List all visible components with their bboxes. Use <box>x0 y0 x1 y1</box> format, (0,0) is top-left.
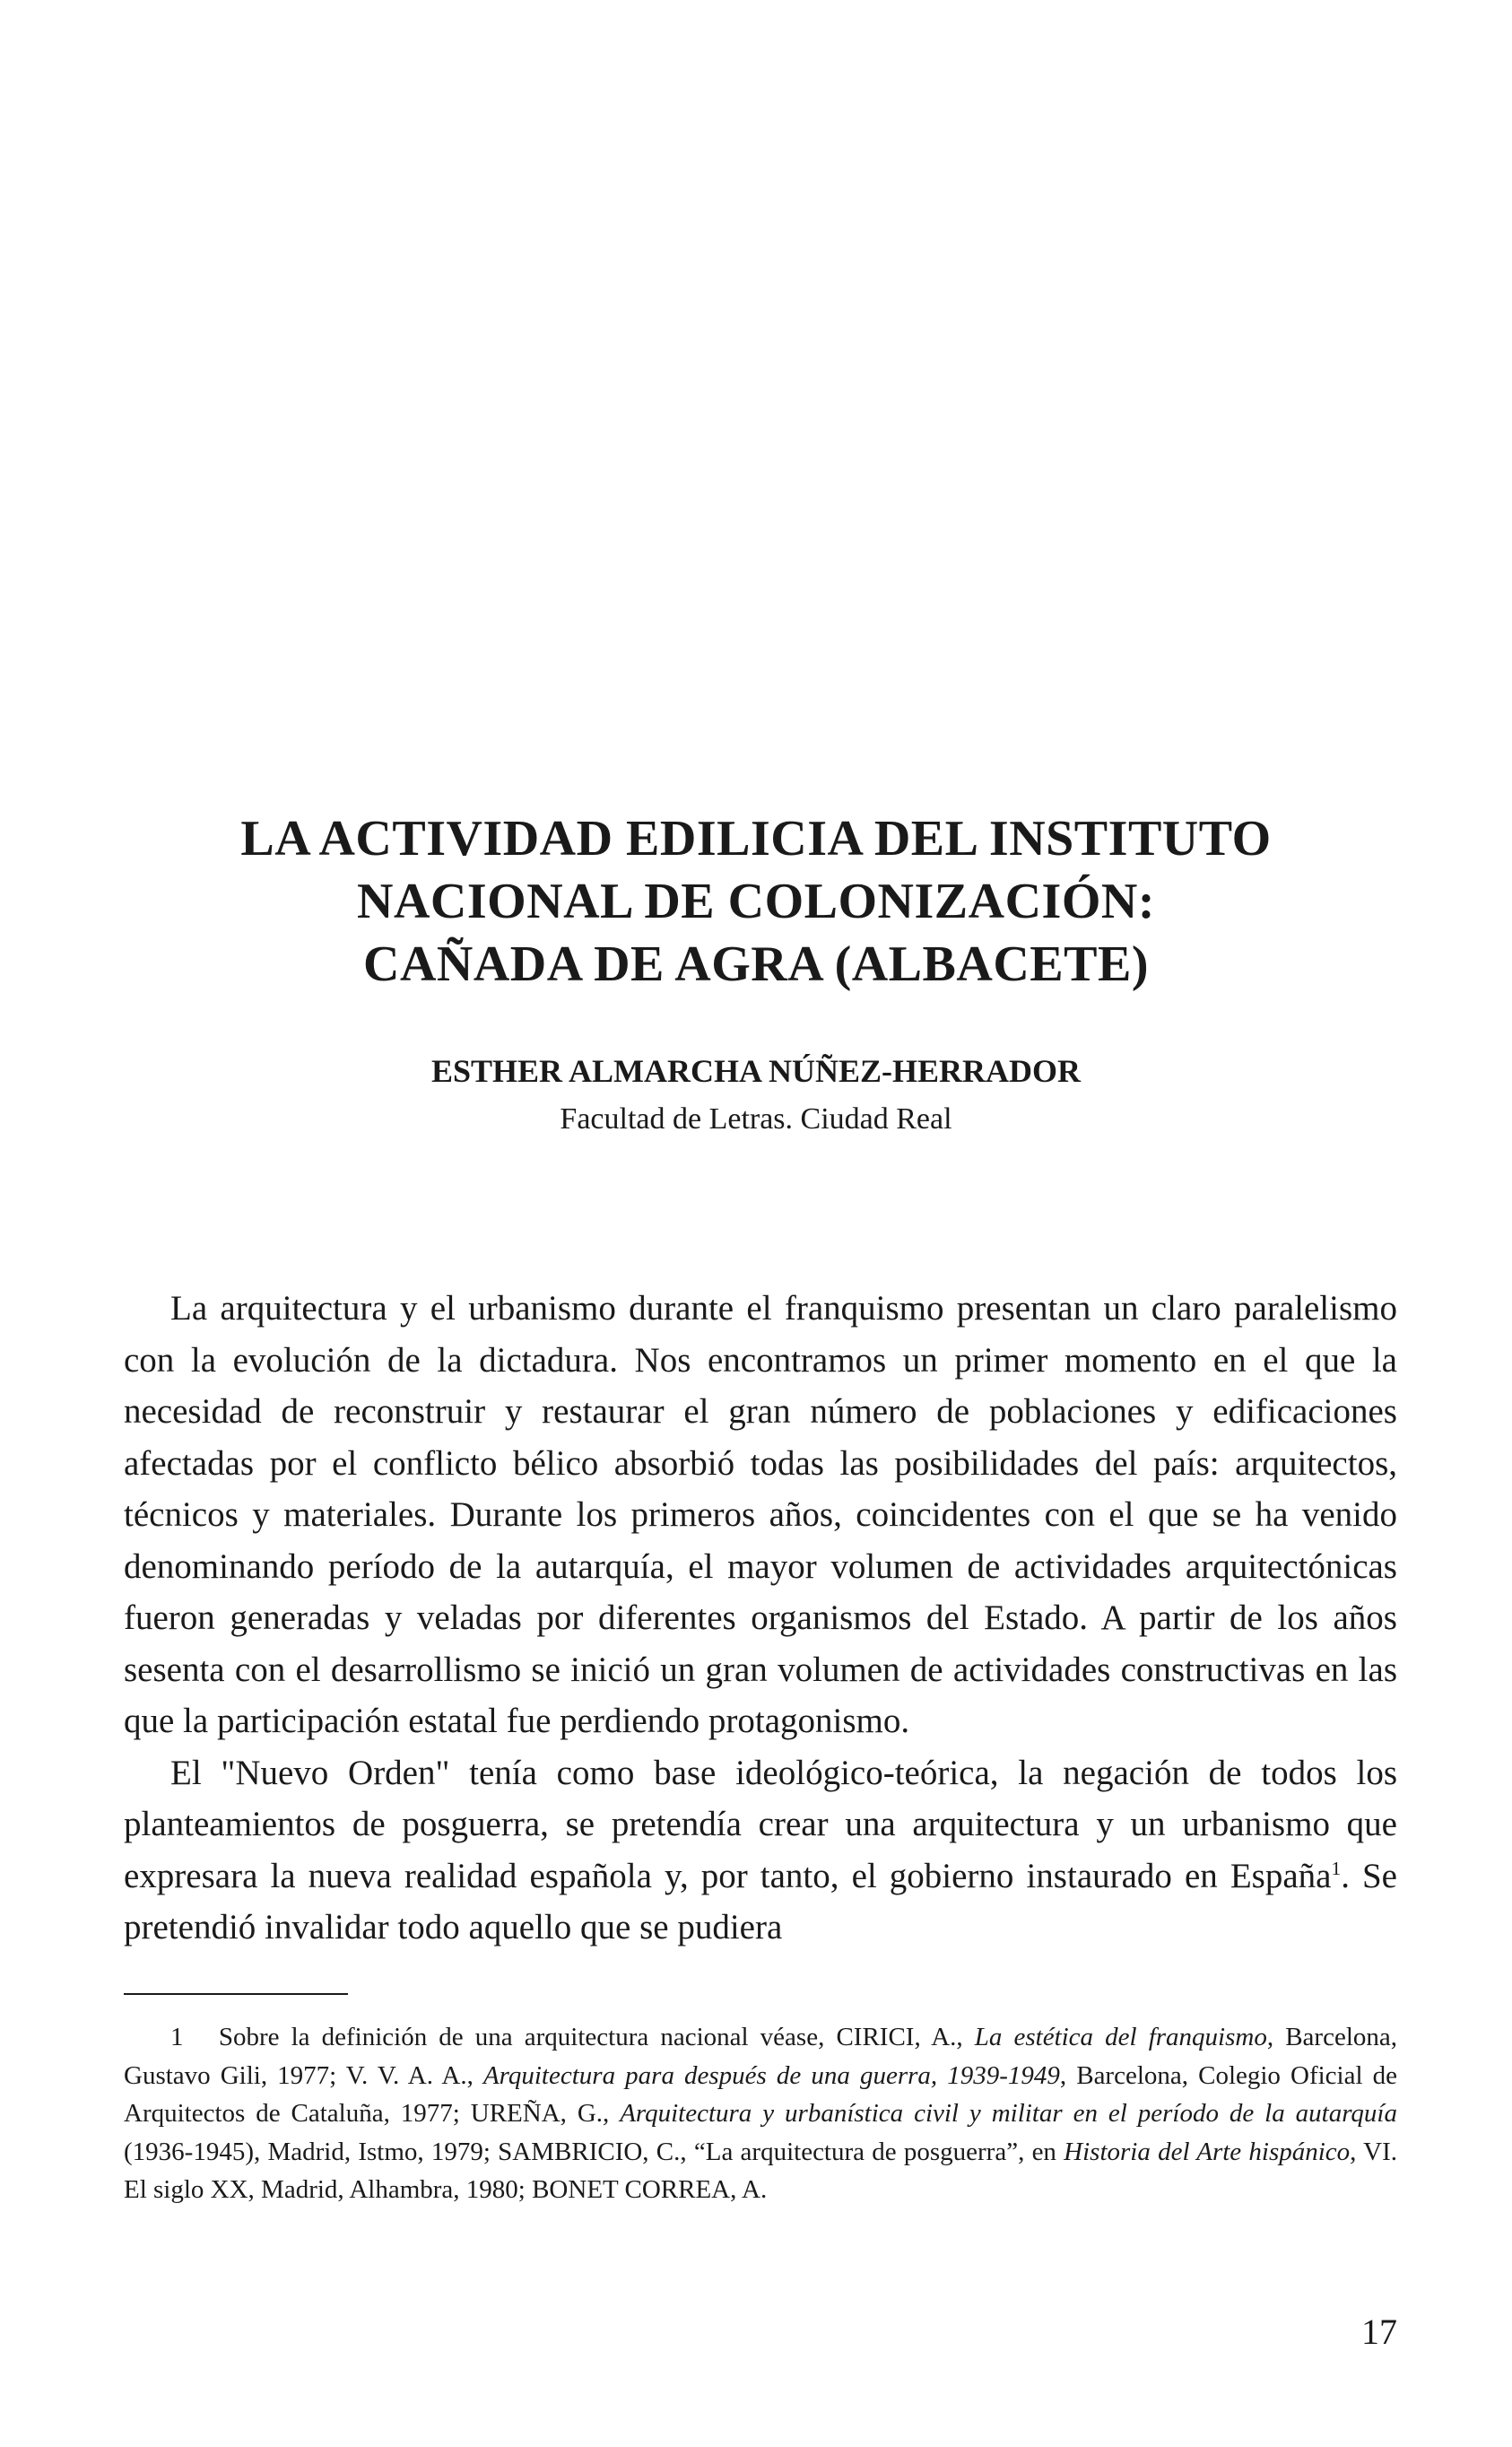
footnote-work-title: Arquitectura para después de una guerra, 1939-1949 <box>482 2060 1060 2090</box>
title-line-3: CAÑADA DE AGRA (ALBACETE) <box>363 936 1149 992</box>
paragraph-1: La arquitectura y el urbanismo durante el franquismo presentan un claro paralelismo con la evolución de la dictadura. Nos encontramos un primer momento en el que la necesidad de reconstruir y restaurar el gran número de poblaciones y edificaciones afectadas por el conflicto bélico absorbió todas las posibilidades del país: arquitectos, técnicos y materiales. Durante los primeros años, coincidentes con el que se ha venido denominando período de la autarquía, el mayor volumen de actividades arquitectónicas fueron generadas y veladas por diferentes organismos del Estado. A partir de los años sesenta con el desarrollismo se inició un gran volumen de actividades constructivas en las que la participación estatal fue perdiendo protagonismo. <box>124 1289 1397 1740</box>
footnote-work-title: Historia del Arte hispánico <box>1064 2137 1351 2166</box>
footnote-text: (1936-1945), Madrid, Istmo, 1979; SAMBRICIO, C., “La arquitectura de posguerra”, en <box>124 2137 1064 2166</box>
title-line-1: LA ACTIVIDAD EDILICIA DEL INSTITUTO <box>240 811 1272 866</box>
paragraph-2-text-a: El "Nuevo Orden" tenía como base ideológico-teórica, la negación de todos los planteamientos de posguerra, se pretendía crear una arquitectura y un urbanismo que expresara la nueva realidad española y, por tanto, el gobierno instaurado en España <box>124 1753 1397 1895</box>
body-text <box>124 1283 1397 1954</box>
page-number: 17 <box>1361 2312 1397 2352</box>
footnote-work-title: Arquitectura y urbanística civil y militar en el período de la autarquía <box>620 2099 1397 2128</box>
footnote-text: , Barcelona, Gustavo Gili, 1977; V. V. A. A., <box>124 2023 1397 2090</box>
footnote-reference-1: 1 <box>1331 1857 1342 1879</box>
footnote-text: , Barcelona, Colegio Oficial de Arquitectos de Cataluña, 1977; UREÑA, G., <box>124 2060 1397 2128</box>
article-title <box>126 807 1386 996</box>
paragraph-2 <box>124 1747 1397 1954</box>
footnote-text: , VI. El siglo XX, Madrid, Alhambra, 1980; BONET CORREA, A. <box>124 2137 1397 2204</box>
author-name: ESTHER ALMARCHA NÚÑEZ-HERRADOR <box>430 1053 1082 1089</box>
footnote-number: 1 <box>170 2023 184 2051</box>
footnote-text: Sobre la definición de una arquitectura nacional véase, CIRICI, A., <box>218 2023 975 2051</box>
title-line-2: NACIONAL DE COLONIZACIÓN: <box>357 874 1155 929</box>
paragraph-2-text-b: . Se pretendió invalidar todo aquello que se pudiera <box>124 1856 1397 1946</box>
author-affiliation: Facultad de Letras. Ciudad Real <box>560 1102 952 1136</box>
footnote-separator <box>124 1993 348 1995</box>
footnote-work-title: La estética del franquismo <box>974 2023 1267 2051</box>
footnote-1 <box>124 2018 1397 2209</box>
